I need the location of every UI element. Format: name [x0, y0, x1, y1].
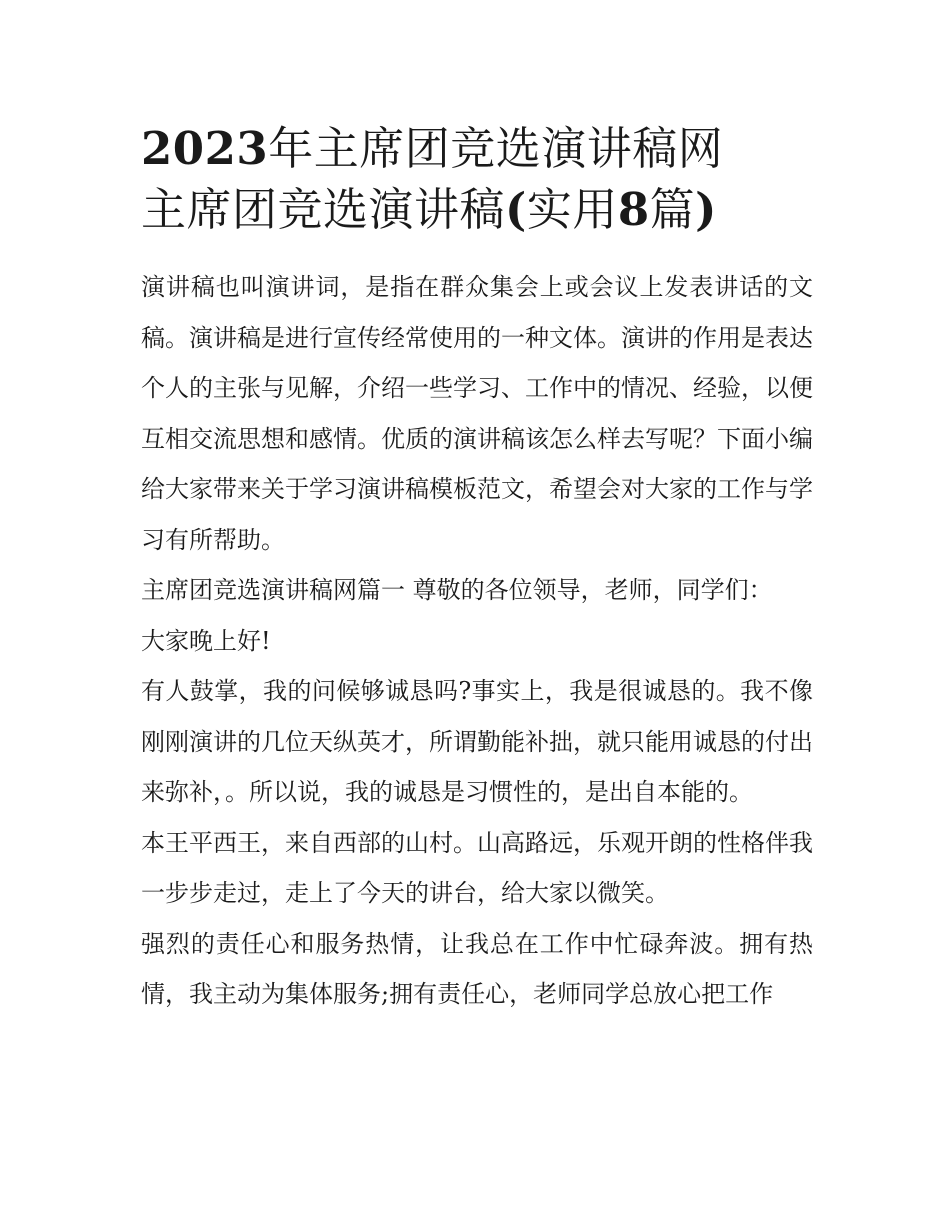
paragraph-sincerity: 有人鼓掌，我的问候够诚恳吗?事实上，我是很诚恳的。我不像刚刚演讲的几位天纵英才，所谓勤能补拙，就只能用诚恳的付出来弥补，。所以说，我的诚恳是习惯性的，是出自本能的。	[141, 677, 813, 806]
paragraph-origin: 本王平西王，来自西部的山村。山高路远，乐观开朗的性格伴我一步步走过，走上了今天的讲台，给大家以微笑。	[141, 828, 813, 907]
title-paren-open: (	[505, 183, 527, 236]
title-line-1	[141, 118, 813, 179]
title-paren-close: )	[695, 183, 717, 236]
paragraph-salutation: 主席团竞选演讲稿网篇一 尊敬的各位领导，老师，同学们：	[141, 576, 773, 604]
paragraph-intro: 演讲稿也叫演讲词，是指在群众集会上或会议上发表讲话的文稿。演讲稿是进行宣传经常使用的一种文体。演讲的作用是表达个人的主张与见解，介绍一些学习、工作中的情况、经验，以便互相交流思想和感情。优质的演讲稿该怎么样去写呢？下面小编给大家带来关于学习演讲稿模板范文，希望会对大家的工作与学习有所帮助。	[141, 273, 813, 554]
title-line-2	[141, 179, 813, 240]
paragraph-responsibility: 强烈的责任心和服务热情，让我总在工作中忙碌奔波。拥有热情，我主动为集体服务;拥有责任心，老师同学总放心把工作	[141, 929, 813, 1008]
document-title	[141, 118, 813, 240]
title-line-2-suffix: 篇	[649, 183, 696, 236]
title-line-1-text: 年主席团竞选演讲稿网	[268, 122, 724, 175]
document-page	[141, 118, 813, 1020]
title-line-2-prefix: 主席团竞选演讲稿	[141, 183, 506, 236]
title-year: 2023	[141, 122, 269, 175]
paragraph-greeting: 大家晚上好!	[141, 626, 271, 655]
title-line-2-mid: 实用	[526, 183, 618, 236]
title-count: 8	[617, 183, 650, 236]
document-body	[141, 262, 813, 1020]
